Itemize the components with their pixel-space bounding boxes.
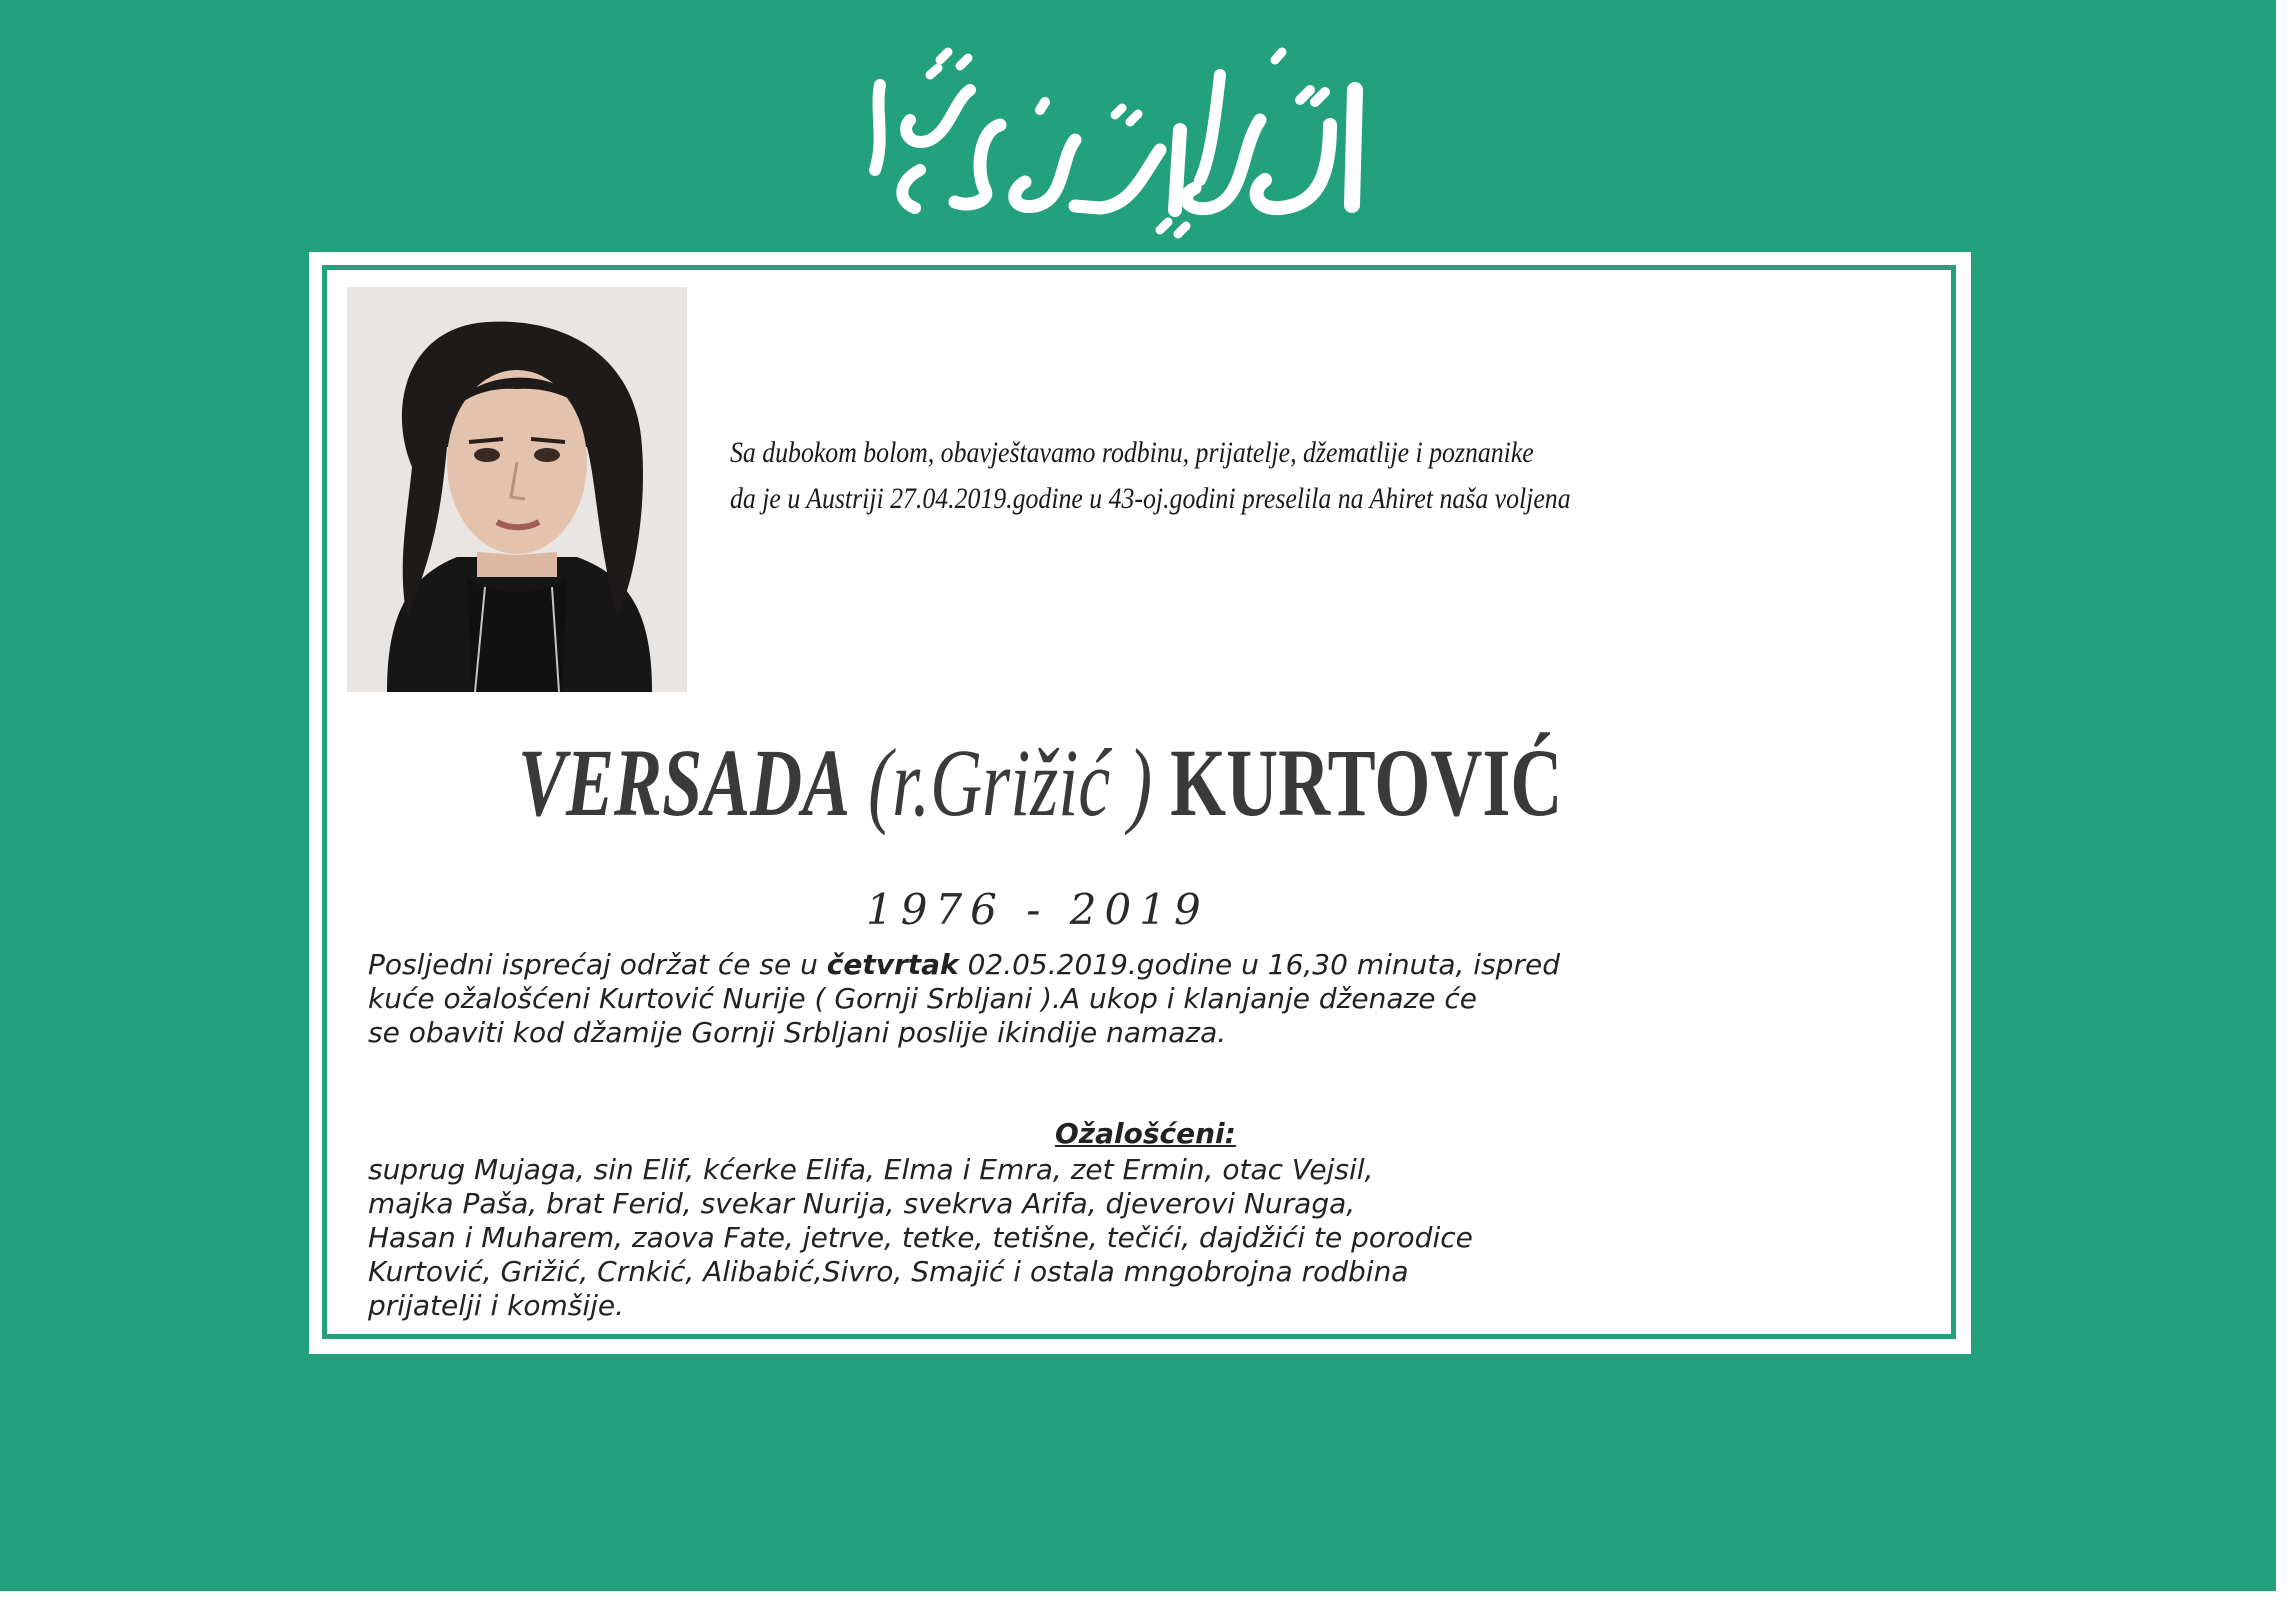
- intro-text: [730, 430, 1590, 522]
- first-name: VERSADA: [518, 729, 851, 836]
- intro-line-2: da je u Austriji 27.04.2019.godine u 43-oj.godini preselila na Ahiret naša voljena: [730, 482, 1571, 515]
- life-years: 1976 - 2019: [866, 885, 1209, 934]
- mourners-line: prijatelji i komšije.: [368, 1289, 625, 1322]
- funeral-line-1-pre: Posljedni isprećaj održat će se u: [368, 948, 827, 981]
- last-name: KURTOVIĆ: [1170, 729, 1563, 836]
- portrait-photo: [347, 287, 687, 692]
- funeral-day: četvrtak: [826, 948, 959, 981]
- maiden-name: (r.Grižić ): [868, 729, 1153, 836]
- funeral-line-1-post: 02.05.2019.godine u 16,30 minuta, ispred: [958, 948, 1560, 981]
- funeral-line-3: se obaviti kod džamije Gornji Srbljani poslije ikindije namaza.: [368, 1016, 1227, 1049]
- mourners-line: majka Paša, brat Ferid, svekar Nurija, svekrva Arifa, djeverovi Nuraga,: [368, 1187, 1356, 1220]
- deceased-name: [518, 728, 1563, 838]
- arabic-calligraphy-icon: [860, 30, 1390, 245]
- mourners-line: Kurtović, Grižić, Crnkić, Alibabić,Sivro, Smajić i ostala mngobrojna rodbina: [368, 1255, 1409, 1288]
- mourners-list: [368, 1153, 1948, 1323]
- calligraphy-artwork: [860, 30, 1390, 245]
- scan-edge-bottom: [0, 1591, 2296, 1609]
- mourners-line: Hasan i Muharem, zaova Fate, jetrve, tetke, tetišne, tečići, dajdžići te porodice: [368, 1221, 1473, 1254]
- portrait-icon: [347, 287, 687, 692]
- intro-line-1: Sa dubokom bolom, obavještavamo rodbinu, prijatelje, džematlije i poznanike: [730, 436, 1534, 469]
- funeral-info: [368, 948, 1928, 1050]
- funeral-line-1: [368, 948, 1928, 982]
- scan-edge-right: [2276, 0, 2296, 1609]
- mourners-title: Ožalošćeni:: [1055, 1117, 1236, 1150]
- funeral-line-2: kuće ožalošćeni Kurtović Nurije ( Gornji Srbljani ).A ukop i klanjanje dženaze će: [368, 982, 1477, 1015]
- mourners-line: suprug Mujaga, sin Elif, kćerke Elifa, Elma i Emra, zet Ermin, otac Vejsil,: [368, 1153, 1374, 1186]
